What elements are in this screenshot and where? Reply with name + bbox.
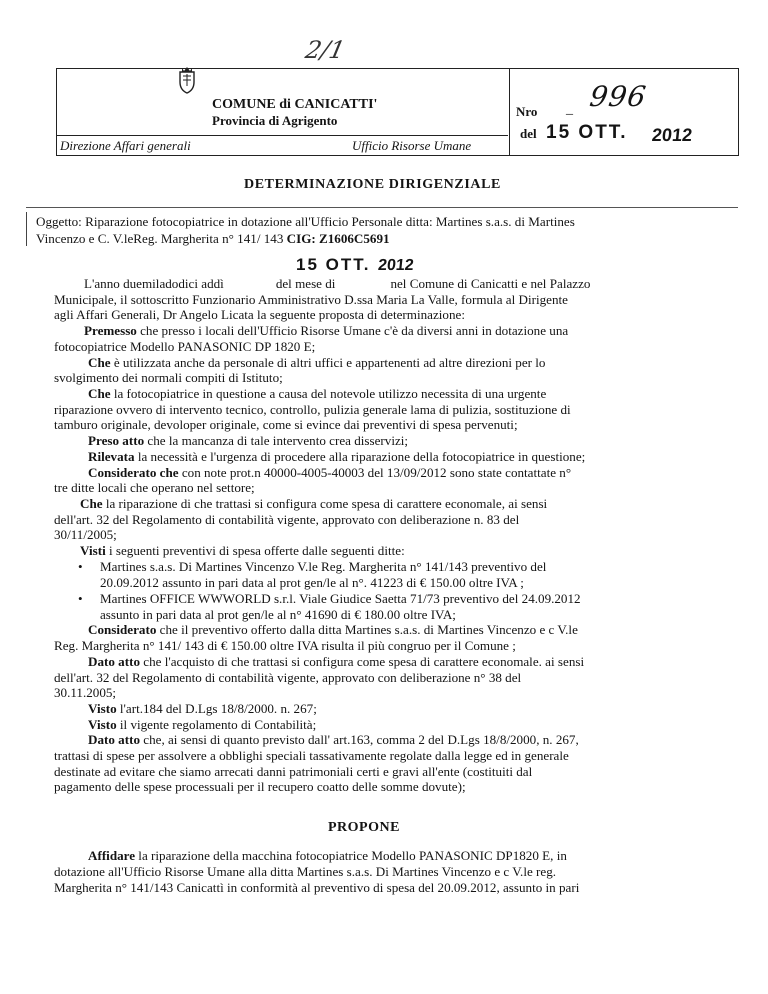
subject-top-rule: [26, 207, 738, 208]
nro-label: Nro: [516, 104, 538, 119]
subject-left-bar: [26, 212, 27, 246]
keyword-dato-atto-1: Dato atto: [88, 654, 140, 669]
body-line-26: dell'art. 32 del Regolamento di contabilità vigente, approvato con deliberazione n° 38 del: [54, 670, 522, 685]
body-line-25: Dato atto che l'acquisto di che trattasi si configura come spesa di carattere economale. ai sensi: [88, 654, 585, 669]
keyword-preso-atto: Preso atto: [88, 433, 145, 448]
body-line-3: agli Affari Generali, Dr Angelo Licata la seguente proposta di determinazione:: [54, 307, 465, 322]
date-stamp-year: 2012: [377, 257, 415, 274]
bullet-1-marker: •: [78, 559, 83, 574]
body-line-23: Considerato che il preventivo offerto dalla ditta Martines s.a.s. di Martines Vincenzo e c V.le: [88, 622, 578, 637]
date-stamp: 15 OTT.: [296, 255, 371, 274]
body-line-24: Reg. Margherita n° 141/ 143 di € 150.00 oltre IVA risulta il più congruo per il Comune ;: [54, 638, 516, 653]
bullet-2-marker: •: [78, 591, 83, 606]
body-line-8: Che la fotocopiatrice in questione a causa del notevole utilizzo necessita di una urgente: [88, 386, 547, 401]
body-line-30: Dato atto che, ai sensi di quanto previsto dall' art.163, comma 2 del D.Lgs 18/8/2000, n. 267,: [88, 732, 579, 747]
keyword-che-2: Che: [88, 386, 111, 401]
body-line-17: 30/11/2005;: [54, 527, 117, 542]
body-line-16: dell'art. 32 del Regolamento di contabilità vigente, approvato con deliberazione n. 83 del: [54, 512, 520, 527]
body-line-9: riparazione ovvero di intervento tecnico, controllo, pulizia generale lama di pulizia, sostituzione di: [54, 402, 571, 417]
header-divider-horizontal: [56, 135, 508, 136]
body-line-11: Preso atto che la mancanza di tale intervento crea disservizi;: [88, 433, 409, 448]
bullet-2-line-2: assunto in pari data al prot gen/le al n° 41690 di € 180.00 oltre IVA;: [100, 607, 456, 622]
nro-dash: _: [566, 102, 573, 117]
provincia-name: Provincia di Agrigento: [212, 113, 338, 128]
keyword-visto-1: Visto: [88, 701, 117, 716]
subject-line-2-text: Vincenzo e C. V.leReg. Margherita n° 141/ 143: [36, 231, 287, 246]
keyword-considerato-1: Considerato che: [88, 465, 179, 480]
office-left: Direzione Affari generali: [60, 138, 191, 153]
bullet-2-line-1: Martines OFFICE WWWORLD s.r.l. Viale Giudice Saetta 71/73 preventivo del 24.09.2012: [100, 591, 581, 606]
office-right: Ufficio Risorse Umane: [352, 138, 472, 153]
header-divider-vertical: [509, 68, 510, 156]
del-label: del: [520, 126, 537, 141]
body-line-1-b: del mese di: [275, 276, 336, 291]
body-line-18: Visti i seguenti preventivi di spesa offerte dalle seguenti ditte:: [80, 543, 405, 558]
subject-line-2: [36, 231, 390, 247]
body-line-6: Che è utilizzata anche da personale di altri uffici e appartenenti ad altre direzioni per lo: [88, 355, 546, 370]
body-line-31: trattasi di spese per assolvere a obblighi speciali tassativamente regolate dalla legge ed in generale: [54, 748, 569, 763]
body-line-15: Che la riparazione di che trattasi si configura come spesa di carattere economale, ai sensi: [80, 496, 548, 511]
body-line-33: pagamento delle spese processuali per il recupero coatto delle somme dovute);: [54, 779, 466, 794]
coat-of-arms-icon: [176, 66, 198, 94]
keyword-rilevata: Rilevata: [88, 449, 135, 464]
document-title: DETERMINAZIONE DIRIGENZIALE: [244, 177, 501, 192]
body-line-14: tre ditte locali che operano nel settore;: [54, 480, 255, 495]
propone-line-1: Affidare la riparazione della macchina fotocopiatrice Modello PANASONIC DP1820 E, in: [88, 848, 567, 863]
body-line-4: Premesso che presso i locali dell'Ufficio Risorse Umane c'è da diversi anni in dotazione una: [84, 323, 569, 338]
del-year: 2012: [651, 125, 694, 145]
body-line-13: Considerato che con note prot.n 40000-4005-40003 del 13/09/2012 sono state contattate n°: [88, 465, 572, 480]
body-line-28: Visto l'art.184 del D.Lgs 18/8/2000. n. 267;: [88, 701, 317, 716]
keyword-dato-atto-2: Dato atto: [88, 732, 140, 747]
body-line-12: Rilevata la necessità e l'urgenza di procedere alla riparazione della fotocopiatrice in questione;: [88, 449, 586, 464]
body-line-1-c: nel Comune di Canicatti e nel Palazzo: [390, 276, 591, 291]
body-line-7: svolgimento dei normali compiti di Istituto;: [54, 370, 283, 385]
propone-heading: PROPONE: [328, 820, 400, 835]
nro-value: 996: [587, 80, 649, 113]
keyword-che-1: Che: [88, 355, 111, 370]
cig-code: CIG: Z1606C5691: [286, 231, 390, 246]
keyword-che-3: Che: [80, 496, 103, 511]
body-line-2: Municipale, il sottoscritto Funzionario Amministrativo D.ssa Maria La Valle, formula al Dirigente: [54, 292, 568, 307]
bullet-1-line-2: 20.09.2012 assunto in pari data al prot gen/le al n°. 41223 di € 150.00 oltre IVA ;: [100, 575, 524, 590]
body-line-32: destinate ad evitare che siamo arrecati danni patrimoniali certi e gravi all'ente (costituiti dal: [54, 764, 533, 779]
body-line-1-a: L'anno duemiladodici addì: [84, 276, 224, 291]
keyword-visto-2: Visto: [88, 717, 117, 732]
keyword-visti: Visti: [80, 543, 106, 558]
subject-line-1: Oggetto: Riparazione fotocopiatrice in dotazione all'Ufficio Personale ditta: Martines s.a.s. di Martines: [36, 214, 575, 229]
keyword-affidare: Affidare: [88, 848, 136, 863]
propone-line-2: dotazione all'Ufficio Risorse Umane alla ditta Martines s.a.s. Di Martines Vincenzo e c V.le reg.: [54, 864, 557, 879]
body-line-27: 30.11.2005;: [54, 685, 117, 700]
body-line-29: Visto il vigente regolamento di Contabilità;: [88, 717, 317, 732]
comune-name: COMUNE di CANICATTI': [212, 97, 378, 112]
bullet-1-line-1: Martines s.a.s. Di Martines Vincenzo V.le Reg. Margherita n° 141/143 preventivo del: [100, 559, 547, 574]
keyword-premesso: Premesso: [84, 323, 137, 338]
handwritten-signature: 2/1: [303, 36, 348, 64]
del-date: 15 OTT.: [546, 122, 628, 143]
body-line-10: tamburo originale, devoloper originale, come si evince dai preventivi di spesa pervenuti;: [54, 417, 518, 432]
keyword-considerato-2: Considerato: [88, 622, 157, 637]
propone-line-3: Margherita n° 141/143 Canicattì in conformità al preventivo di spesa del 20.09.2012, assunto in pari: [54, 880, 580, 895]
body-line-5: fotocopiatrice Modello PANASONIC DP 1820 E;: [54, 339, 316, 354]
body-line-1: [84, 276, 590, 291]
